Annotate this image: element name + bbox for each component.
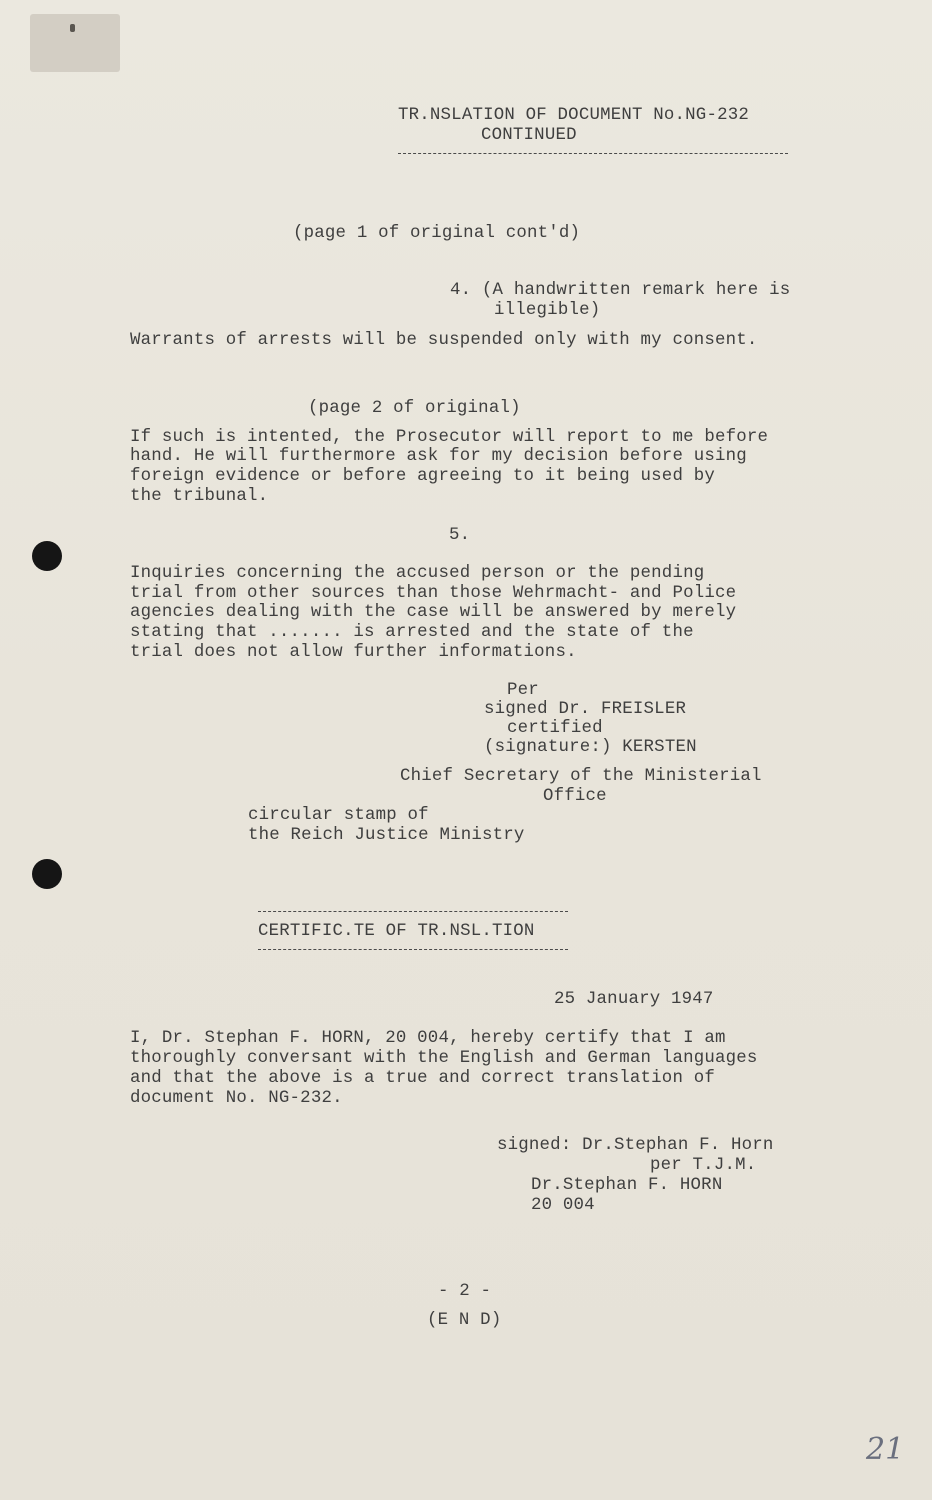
- signature-per: Per: [507, 681, 539, 700]
- inquiries-para-line: Inquiries concerning the accused person or the pending: [130, 564, 705, 583]
- item4-line2: illegible): [494, 301, 601, 320]
- page-number: - 2 -: [438, 1282, 492, 1301]
- translator-id: 20 004: [531, 1196, 595, 1215]
- certificate-rule-bottom: [258, 949, 568, 950]
- certificate-date: 25 January 1947: [554, 990, 714, 1009]
- inquiries-para-line: agencies dealing with the case will be answered by merely: [130, 603, 737, 622]
- punch-hole-bottom: [32, 859, 62, 889]
- page2-note: (page 2 of original): [308, 399, 521, 418]
- prosecutor-para-line: foreign evidence or before agreeing to it being used by: [130, 467, 715, 486]
- stamp-note-line1: circular stamp of: [248, 806, 429, 825]
- certificate-body-line: I, Dr. Stephan F. HORN, 20 004, hereby certify that I am: [130, 1029, 726, 1048]
- inquiries-para-line: trial from other sources than those Wehrmacht- and Police: [130, 584, 737, 603]
- inquiries-para-line: trial does not allow further informations.: [130, 643, 577, 662]
- prosecutor-para-line: If such is intented, the Prosecutor will report to me before: [130, 428, 769, 447]
- end-mark: (E N D): [427, 1311, 502, 1330]
- certificate-rule-top: [258, 911, 568, 912]
- signature-signed: signed Dr. FREISLER: [484, 700, 687, 719]
- inquiries-para-line: stating that ....... is arrested and the state of the: [130, 623, 694, 642]
- prosecutor-para-line: hand. He will furthermore ask for my decision before using: [130, 447, 747, 466]
- signature-kersten: (signature:) KERSTEN: [484, 738, 697, 757]
- page1-note: (page 1 of original cont'd): [293, 224, 581, 243]
- item4-line1: 4. (A handwritten remark here is: [450, 281, 791, 300]
- header-title-line2: CONTINUED: [481, 126, 577, 145]
- stamp-note-line2: the Reich Justice Ministry: [248, 826, 525, 845]
- item5-number: 5.: [449, 526, 471, 545]
- chief-secretary-line1: Chief Secretary of the Ministerial: [400, 767, 762, 786]
- warrants-line: Warrants of arrests will be suspended only with my consent.: [130, 331, 758, 350]
- header-rule: [398, 153, 788, 154]
- translator-signed: signed: Dr.Stephan F. Horn: [497, 1136, 774, 1155]
- corner-stain: [30, 14, 120, 72]
- header-title-line1: TR.NSLATION OF DOCUMENT No.NG-232: [398, 106, 749, 125]
- translator-name: Dr.Stephan F. HORN: [531, 1176, 723, 1195]
- signature-certified: certified: [507, 719, 603, 738]
- certificate-body-line: thoroughly conversant with the English and German languages: [130, 1049, 758, 1068]
- translator-per: per T.J.M.: [650, 1156, 757, 1175]
- punch-hole-top: [32, 541, 62, 571]
- corner-mark: [70, 24, 75, 32]
- certificate-body-line: and that the above is a true and correct translation of: [130, 1069, 715, 1088]
- prosecutor-para-line: the tribunal.: [130, 487, 269, 506]
- certificate-title: CERTIFIC.TE OF TR.NSL.TION: [258, 922, 535, 941]
- handwritten-page-number: 21: [866, 1432, 905, 1467]
- chief-secretary-line2: Office: [543, 787, 607, 806]
- certificate-body-line: document No. NG-232.: [130, 1089, 343, 1108]
